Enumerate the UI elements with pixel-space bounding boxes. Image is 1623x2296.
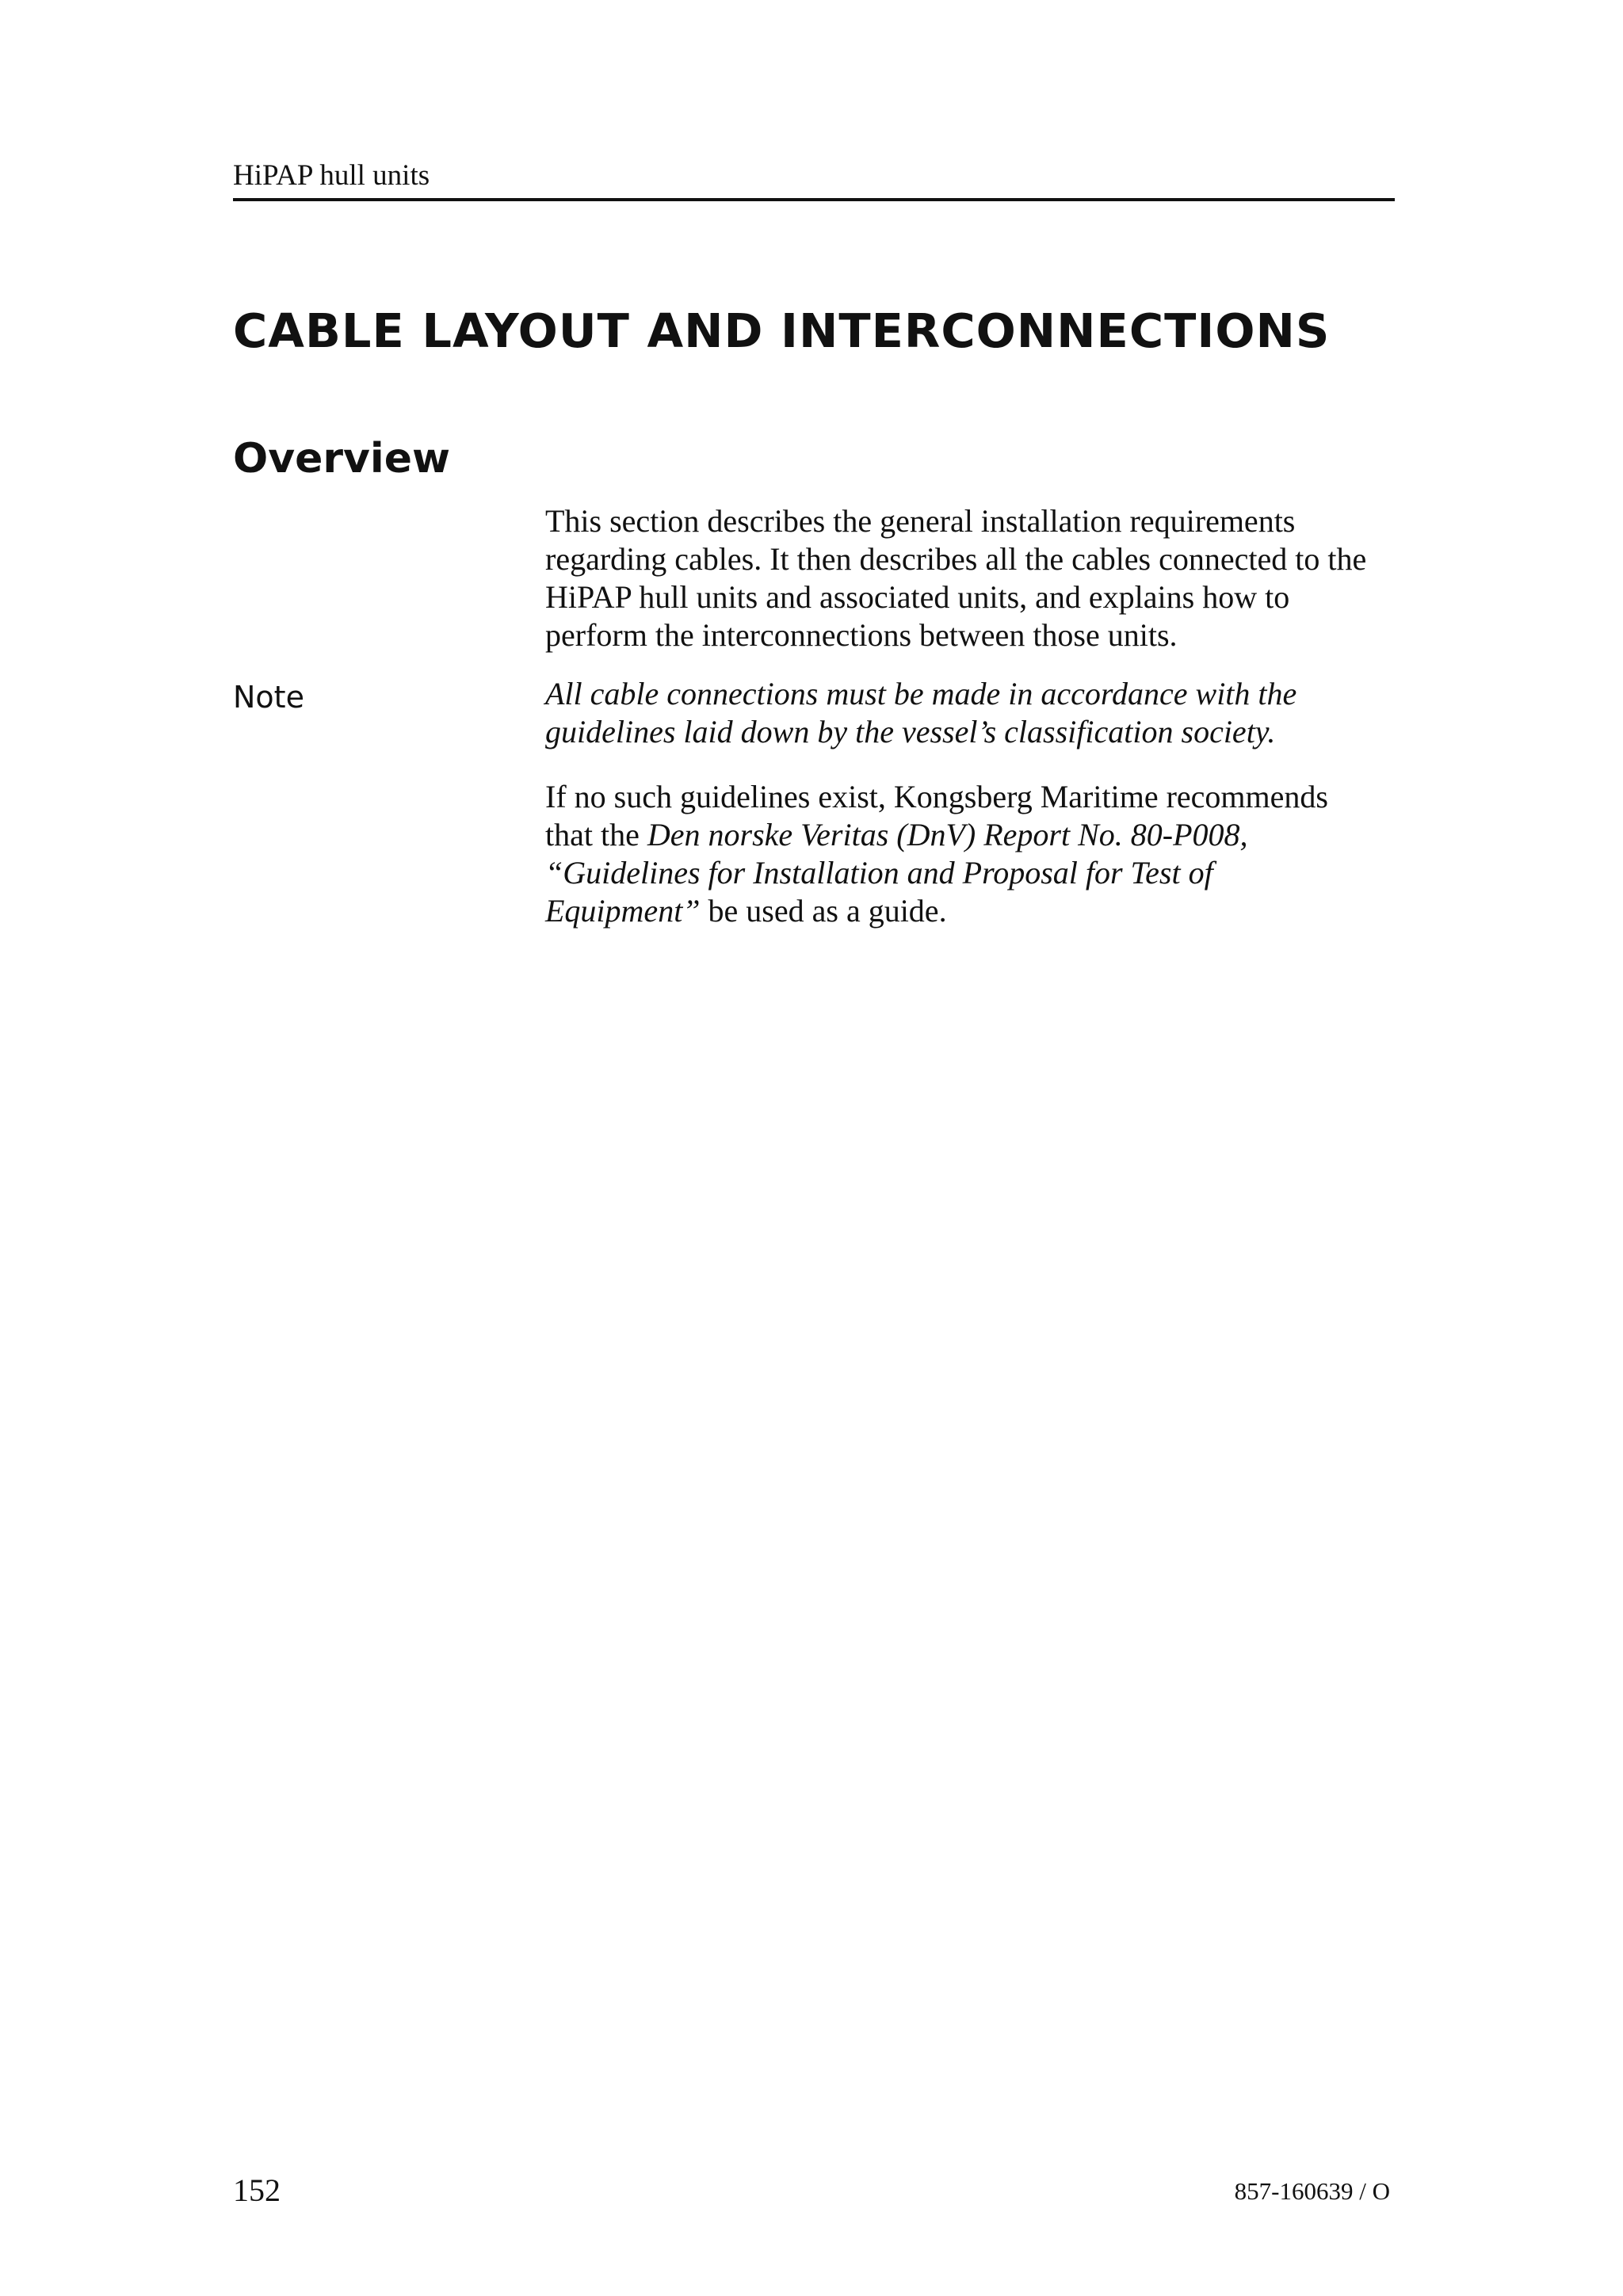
note-label: Note <box>233 680 304 715</box>
report-title: “Guidelines for Installation and Proposal for Test of <box>545 855 1213 891</box>
intro-paragraph <box>545 502 1401 654</box>
page-number: 152 <box>233 2172 281 2208</box>
guidelines-text: be used as a guide. <box>700 893 947 929</box>
intro-line: regarding cables. It then describes all the cables connected to the <box>545 541 1367 577</box>
note-line: guidelines laid down by the vessel’s classification society. <box>545 714 1276 749</box>
intro-line: HiPAP hull units and associated units, and explains how to <box>545 579 1290 615</box>
report-reference: Den norske Veritas (DnV) Report No. 80-P008, <box>647 817 1248 852</box>
document-id: 857-160639 / O <box>1234 2177 1390 2205</box>
note-text <box>545 675 1401 751</box>
guidelines-line <box>545 892 1401 930</box>
report-title-end: Equipment” <box>545 893 701 929</box>
guidelines-line <box>545 854 1401 892</box>
intro-line: This section describes the general installation requirements <box>545 503 1296 539</box>
note-line: All cable connections must be made in accordance with the <box>545 676 1297 711</box>
intro-line: perform the interconnections between those units. <box>545 617 1178 653</box>
guidelines-line: If no such guidelines exist, Kongsberg Maritime recommends <box>545 779 1328 814</box>
chapter-title: CABLE LAYOUT AND INTERCONNECTIONS <box>233 303 1331 358</box>
header-divider <box>233 198 1395 201</box>
guidelines-paragraph <box>545 778 1401 930</box>
guidelines-line <box>545 816 1401 854</box>
section-title: Overview <box>233 435 451 482</box>
running-header: HiPAP hull units <box>233 159 430 192</box>
guidelines-text: that the <box>545 817 647 852</box>
